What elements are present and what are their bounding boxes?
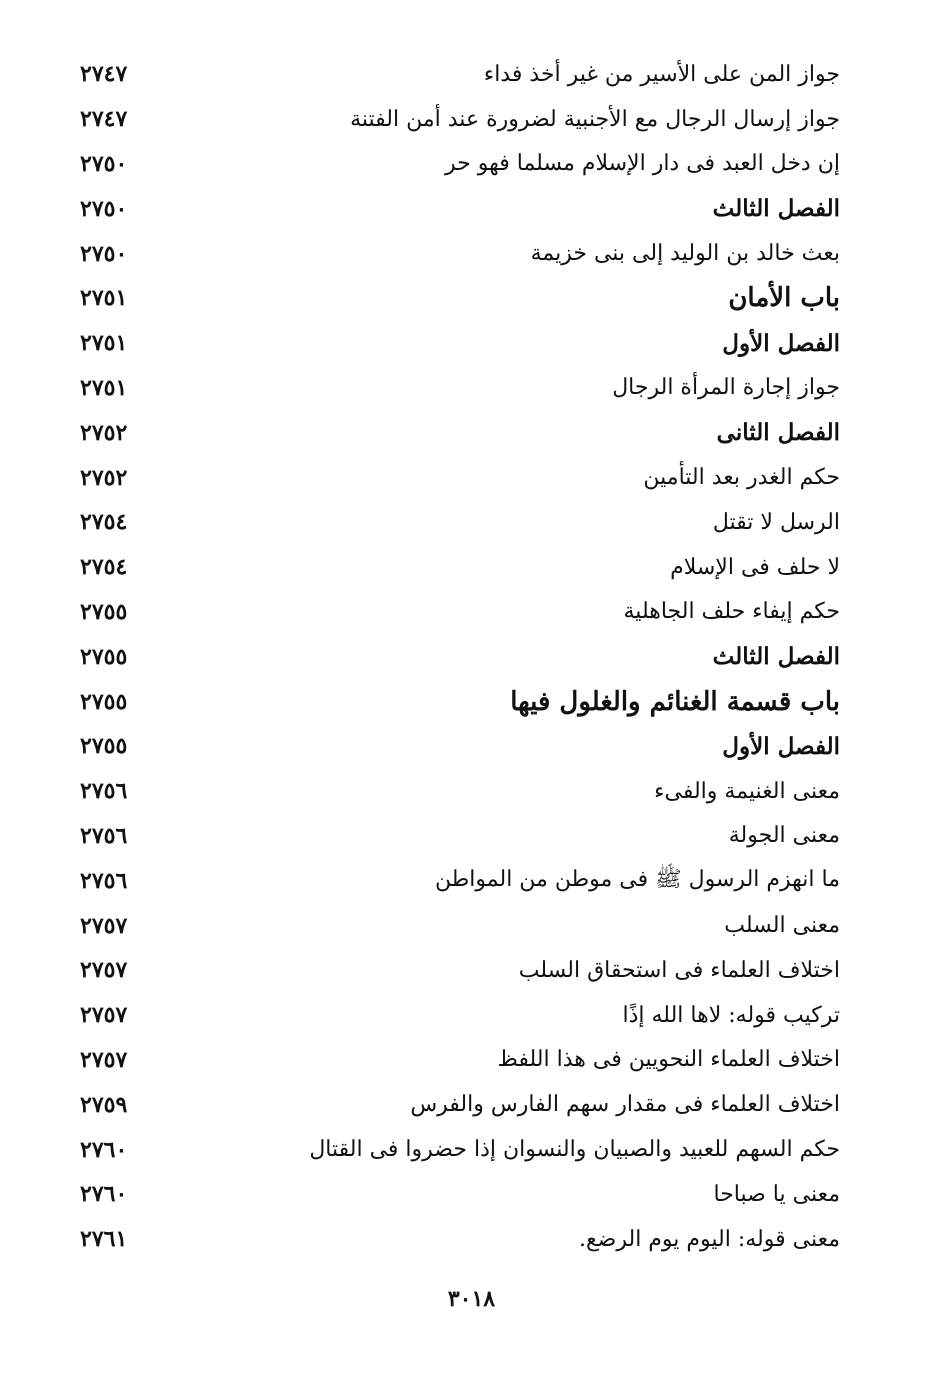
toc-entry xyxy=(72,500,840,545)
toc-entry-title: معنى قوله: اليوم يوم الرضع. xyxy=(578,1226,840,1252)
toc-entry-title: الفصل الأول xyxy=(722,329,840,357)
toc-entry xyxy=(72,1082,840,1127)
toc-entry-page: ٢٧٥٥ xyxy=(80,688,128,715)
toc-entry-page: ٢٧٥٧ xyxy=(80,1002,128,1029)
toc-entry-page: ٢٧٥٧ xyxy=(80,957,128,984)
toc-entry-title: معنى الغنيمة والفىء xyxy=(654,778,840,804)
toc-section-heading xyxy=(72,634,840,679)
toc-entry xyxy=(72,1038,840,1083)
toc-section-heading xyxy=(72,724,840,769)
toc-entry-title: جواز إجارة المرأة الرجال xyxy=(612,375,840,401)
toc-entry-page: ٢٧٤٧ xyxy=(80,106,128,133)
toc-entry xyxy=(72,590,840,635)
toc-entry xyxy=(72,903,840,948)
toc-entry xyxy=(72,142,840,187)
toc-entry-page: ٢٧٥٦ xyxy=(80,867,128,894)
toc-entry-page: ٢٧٥٩ xyxy=(80,1091,128,1118)
toc-entry-page: ٢٧٥٦ xyxy=(80,778,128,805)
toc-entry-title: الفصل الثانى xyxy=(716,419,840,447)
toc-entry xyxy=(72,1172,840,1217)
toc-entry-page: ٢٧٥١ xyxy=(80,285,128,312)
toc-entry-title: الرسل لا تقتل xyxy=(712,509,840,535)
toc-entry xyxy=(72,769,840,814)
toc-entry-page: ٢٧٦٠ xyxy=(80,1136,128,1163)
toc-entry-title: إن دخل العبد فى دار الإسلام مسلما فهو حر xyxy=(445,151,840,177)
toc-section-heading xyxy=(72,321,840,366)
toc-entry-page: ٢٧٥٠ xyxy=(80,195,128,222)
toc-entry-title: معنى السلب xyxy=(724,913,840,939)
toc-section-heading xyxy=(72,186,840,231)
toc-entry-page: ٢٧٥٧ xyxy=(80,912,128,939)
toc-entry-title: بعث خالد بن الوليد إلى بنى خزيمة xyxy=(530,241,840,267)
toc-entry xyxy=(72,97,840,142)
toc-entry xyxy=(72,993,840,1038)
toc-entry-page: ٢٧٥٤ xyxy=(80,554,128,581)
toc-entry-title: باب قسمة الغنائم والغلول فيها xyxy=(510,686,840,717)
toc-entry-title: لا حلف فى الإسلام xyxy=(670,554,840,580)
toc-entry-page: ٢٧٥٠ xyxy=(80,150,128,177)
toc-chapter-heading xyxy=(72,679,840,724)
toc-entry-page: ٢٧٥٠ xyxy=(80,240,128,267)
toc-entry xyxy=(72,545,840,590)
toc-entry-page: ٢٧٥٢ xyxy=(80,464,128,491)
table-of-contents xyxy=(72,52,840,1262)
toc-entry-title: حكم إيفاء حلف الجاهلية xyxy=(623,599,840,625)
toc-entry xyxy=(72,455,840,500)
toc-entry-page: ٢٧٥١ xyxy=(80,330,128,357)
toc-entry-page: ٢٧٥٥ xyxy=(80,733,128,760)
toc-entry-title: معنى يا صباحا xyxy=(713,1181,840,1207)
toc-chapter-heading xyxy=(72,276,840,321)
toc-entry xyxy=(72,858,840,903)
toc-entry-page: ٢٧٥١ xyxy=(80,374,128,401)
page-number: ٣٠١٨ xyxy=(447,1286,496,1312)
toc-entry-page: ٢٧٤٧ xyxy=(80,61,128,88)
toc-entry-title: جواز إرسال الرجال مع الأجنبية لضرورة عند أمن الفتنة xyxy=(350,106,840,132)
toc-entry-page: ٢٧٥٥ xyxy=(80,643,128,670)
toc-entry-title: اختلاف العلماء فى مقدار سهم الفارس والفرس xyxy=(410,1092,840,1118)
toc-entry xyxy=(72,1217,840,1262)
toc-section-heading xyxy=(72,410,840,455)
toc-entry xyxy=(72,231,840,276)
toc-entry-title: جواز المن على الأسير من غير أخذ فداء xyxy=(483,61,840,87)
toc-entry-title: تركيب قوله: لاها الله إذًا xyxy=(622,1002,840,1028)
toc-entry-title: الفصل الأول xyxy=(722,732,840,760)
toc-entry-title: اختلاف العلماء النحويين فى هذا اللفظ xyxy=(497,1047,840,1073)
toc-entry-page: ٢٧٦١ xyxy=(80,1226,128,1253)
toc-entry-page: ٢٧٦٠ xyxy=(80,1181,128,1208)
toc-entry-page: ٢٧٥٥ xyxy=(80,598,128,625)
toc-entry-title: باب الأمان xyxy=(728,283,840,314)
toc-entry-page: ٢٧٥٢ xyxy=(80,419,128,446)
toc-entry-page: ٢٧٥٧ xyxy=(80,1046,128,1073)
toc-entry xyxy=(72,814,840,859)
toc-entry-title: حكم السهم للعبيد والصبيان والنسوان إذا حضروا فى القتال xyxy=(309,1137,840,1163)
toc-entry-title: حكم الغدر بعد التأمين xyxy=(643,465,840,491)
toc-entry-title: معنى الجولة xyxy=(728,823,840,849)
toc-entry xyxy=(72,1127,840,1172)
toc-entry-title: اختلاف العلماء فى استحقاق السلب xyxy=(518,957,840,983)
toc-entry xyxy=(72,366,840,411)
toc-entry xyxy=(72,948,840,993)
toc-entry-page: ٢٧٥٦ xyxy=(80,822,128,849)
toc-entry-title: الفصل الثالث xyxy=(712,195,840,223)
toc-entry-title: ما انهزم الرسول ﷺ فى موطن من المواطن xyxy=(435,866,840,892)
toc-entry-page: ٢٧٥٤ xyxy=(80,509,128,536)
toc-entry xyxy=(72,52,840,97)
toc-entry-title: الفصل الثالث xyxy=(712,643,840,671)
